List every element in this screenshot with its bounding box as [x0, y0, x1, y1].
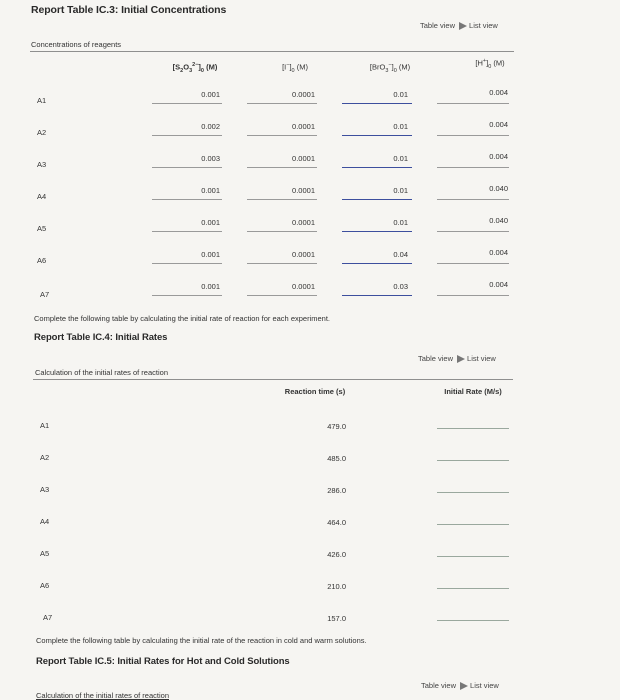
cell-h: 0.004 [489, 120, 508, 129]
cell-underline [152, 263, 222, 264]
list-view-button[interactable] [459, 21, 498, 30]
cell-underline [152, 103, 222, 104]
cell-bro3: 0.04 [393, 250, 408, 259]
cell-underline [152, 231, 222, 232]
initial-rate-input[interactable] [437, 556, 509, 557]
cell-h: 0.004 [489, 248, 508, 257]
header-h: $[H^+]_0$ (M) [475, 58, 505, 70]
cell-underline [342, 103, 412, 104]
cell-underline [247, 199, 317, 200]
cell-underline [437, 135, 509, 136]
cell-iodide: 0.0001 [292, 122, 315, 131]
cell-bro3: 0.01 [393, 90, 408, 99]
cell-s2o3: 0.002 [201, 122, 220, 131]
table1-top-rule [30, 51, 514, 52]
cell-iodide: 0.0001 [292, 90, 315, 99]
cell-iodide: 0.0001 [292, 154, 315, 163]
cell-reaction-time: 485.0 [327, 454, 346, 463]
cell-reaction-time: 464.0 [327, 518, 346, 527]
cell-s2o3: 0.001 [201, 90, 220, 99]
table3-caption: Calculation of the initial rates of reaction [36, 691, 169, 700]
table1-row-label: A2 [37, 128, 47, 137]
cell-h: 0.004 [489, 280, 508, 289]
header-s2o3: $[S_2O_3^{2-}]_0$ (M) [172, 62, 218, 74]
initial-rate-input[interactable] [437, 588, 509, 589]
cell-underline [342, 199, 412, 200]
table1-row-label: A4 [37, 192, 47, 201]
list-view-label: List view [470, 681, 499, 690]
cell-underline [152, 167, 222, 168]
table1-row-label: A5 [37, 224, 47, 233]
cell-h: 0.040 [489, 184, 508, 193]
cell-h: 0.004 [489, 88, 508, 97]
cell-underline [437, 263, 509, 264]
cell-s2o3: 0.001 [201, 186, 220, 195]
table1-caption: Concentrations of reagents [31, 40, 122, 49]
cell-underline [247, 295, 317, 296]
list-view-icon [459, 22, 467, 30]
table1-row-label: A1 [37, 96, 47, 105]
cell-underline [152, 135, 222, 136]
cell-bro3: 0.03 [393, 282, 408, 291]
table2-row-label: A4 [40, 517, 50, 526]
cell-underline [152, 295, 222, 296]
table2-row-label: A1 [40, 421, 50, 430]
cell-iodide: 0.0001 [292, 218, 315, 227]
cell-h: 0.004 [489, 152, 508, 161]
table1-row-label: A3 [37, 160, 47, 169]
table3-view-toggle [421, 681, 499, 690]
cell-iodide: 0.0001 [292, 282, 315, 291]
cell-reaction-time: 479.0 [327, 422, 346, 431]
initial-rate-input[interactable] [437, 524, 509, 525]
cell-underline [152, 199, 222, 200]
instruction1: Complete the following table by calculating the initial rate of reaction for each experiment. [34, 314, 330, 323]
header-reaction-time: Reaction time (s) [284, 387, 346, 396]
table1-row-label: A6 [37, 256, 47, 265]
table2-row-label: A6 [40, 581, 50, 590]
list-view-icon [460, 682, 468, 690]
cell-underline [247, 231, 317, 232]
cell-underline [247, 167, 317, 168]
table-view-button[interactable]: Table view [420, 21, 456, 30]
cell-iodide: 0.0001 [292, 250, 315, 259]
table2-row-label: A2 [40, 453, 50, 462]
cell-bro3: 0.01 [393, 122, 408, 131]
cell-underline [342, 231, 412, 232]
cell-underline [437, 167, 509, 168]
initial-rate-input[interactable] [437, 428, 509, 429]
cell-underline [342, 295, 412, 296]
cell-reaction-time: 157.0 [327, 614, 346, 623]
cell-underline [342, 263, 412, 264]
header-bro3: $[BrO_3^-]_0$ (M) [369, 62, 411, 74]
cell-h: 0.040 [489, 216, 508, 225]
cell-bro3: 0.01 [393, 186, 408, 195]
header-iodide: $[I^-]_0$ (M) [282, 62, 308, 74]
cell-bro3: 0.01 [393, 154, 408, 163]
table1-view-toggle [420, 21, 498, 30]
list-view-icon [457, 355, 465, 363]
list-view-button[interactable] [460, 681, 499, 690]
table-view-button[interactable]: Table view [421, 681, 457, 690]
cell-underline [342, 167, 412, 168]
table2-caption: Calculation of the initial rates of reaction [35, 368, 168, 377]
list-view-button[interactable] [457, 354, 496, 363]
initial-rate-input[interactable] [437, 460, 509, 461]
cell-reaction-time: 426.0 [327, 550, 346, 559]
cell-underline [437, 103, 509, 104]
table2-title: Report Table IC.4: Initial Rates [34, 332, 168, 343]
cell-underline [247, 103, 317, 104]
table2-top-rule [33, 379, 513, 380]
cell-underline [247, 263, 317, 264]
cell-underline [437, 199, 509, 200]
header-initial-rate: Initial Rate (M/s) [444, 387, 502, 396]
cell-bro3: 0.01 [393, 218, 408, 227]
cell-iodide: 0.0001 [292, 186, 315, 195]
list-view-label: List view [467, 354, 496, 363]
cell-reaction-time: 210.0 [327, 582, 346, 591]
cell-reaction-time: 286.0 [327, 486, 346, 495]
table1-title: Report Table IC.3: Initial Concentrations [31, 4, 227, 16]
table2-row-label: A3 [40, 485, 50, 494]
table1-row-label: A7 [40, 290, 50, 299]
cell-underline [342, 135, 412, 136]
cell-s2o3: 0.001 [201, 282, 220, 291]
cell-s2o3: 0.001 [201, 218, 220, 227]
cell-s2o3: 0.003 [201, 154, 220, 163]
table3-title: Report Table IC.5: Initial Rates for Hot and Cold Solutions [36, 656, 290, 667]
table-view-button[interactable]: Table view [418, 354, 454, 363]
cell-s2o3: 0.001 [201, 250, 220, 259]
list-view-label: List view [469, 21, 498, 30]
table2-view-toggle [418, 354, 496, 363]
table2-row-label: A5 [40, 549, 50, 558]
cell-underline [437, 295, 509, 296]
initial-rate-input[interactable] [437, 620, 509, 621]
instruction2: Complete the following table by calculating the initial rate of the reaction in cold and warm solutions. [36, 636, 367, 645]
cell-underline [247, 135, 317, 136]
cell-underline [437, 231, 509, 232]
table2-row-label: A7 [43, 613, 53, 622]
initial-rate-input[interactable] [437, 492, 509, 493]
